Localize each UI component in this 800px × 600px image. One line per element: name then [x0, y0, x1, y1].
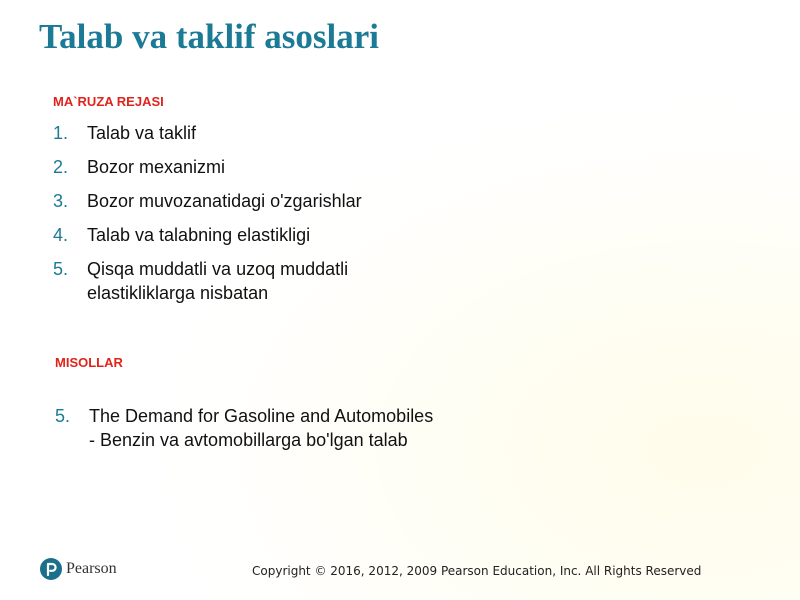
- copyright-notice: Copyright © 2016, 2012, 2009 Pearson Education, Inc. All Rights Reserved: [252, 564, 702, 578]
- agenda-item-text: Talab va taklif: [87, 123, 197, 143]
- agenda-item-number: 5.: [53, 259, 69, 279]
- agenda-item-number: 2.: [53, 157, 69, 177]
- pearson-logo: [40, 558, 117, 580]
- agenda-label: MA`RUZA REJASI: [53, 94, 164, 109]
- example-item: [55, 404, 433, 452]
- example-item-number: 5.: [55, 406, 71, 426]
- agenda-item-number: 3.: [53, 191, 69, 211]
- examples-list: [55, 404, 433, 452]
- logo-wordmark: Pearson: [66, 560, 117, 577]
- agenda-item-number: 4.: [53, 225, 69, 245]
- agenda-item: [53, 223, 362, 247]
- agenda-item: [53, 121, 362, 145]
- example-item-text: The Demand for Gasoline and Automobiles - Benzin va avtomobillarga bo'lgan talab: [89, 406, 434, 450]
- agenda-item: [53, 257, 362, 305]
- examples-label: MISOLLAR: [55, 355, 123, 370]
- agenda-list: [53, 121, 362, 315]
- agenda-item: [53, 189, 362, 213]
- agenda-item-text: Bozor mexanizmi: [87, 157, 226, 177]
- agenda-item-text: Qisqa muddatli va uzoq muddatli elastikliklarga nisbatan: [87, 259, 349, 303]
- pearson-p-icon: [40, 558, 62, 580]
- agenda-item-text: Bozor muvozanatidagi o'zgarishlar: [87, 191, 362, 211]
- agenda-item-text: Talab va talabning elastikligi: [87, 225, 311, 245]
- slide-title: Talab va taklif asoslari: [39, 17, 380, 56]
- agenda-item: [53, 155, 362, 179]
- agenda-item-number: 1.: [53, 123, 69, 143]
